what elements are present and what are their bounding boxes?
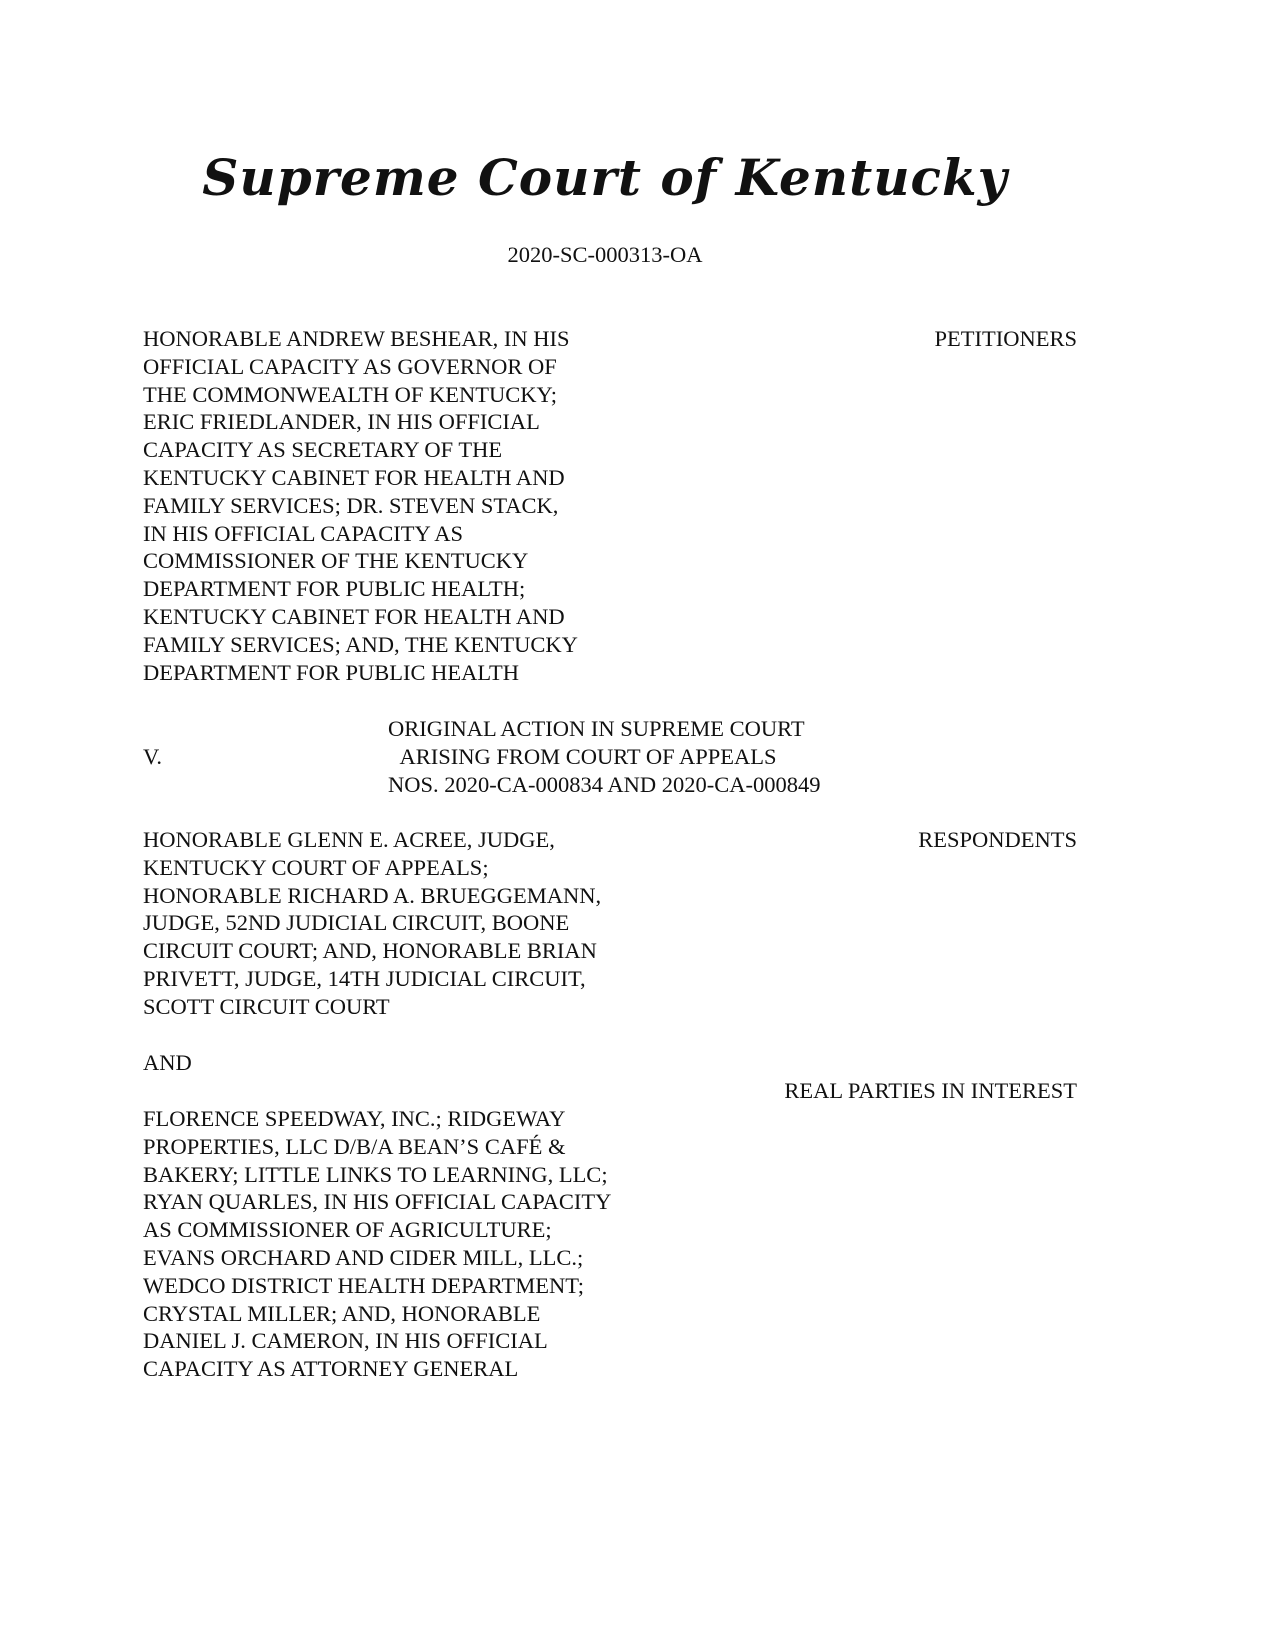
petitioner-line: KENTUCKY CABINET FOR HEALTH AND [143, 464, 565, 490]
case-number: 2020-SC-000313-OA [507, 242, 703, 267]
petitioner-line: KENTUCKY CABINET FOR HEALTH AND [143, 603, 565, 629]
action-line: NOS. 2020-CA-000834 AND 2020-CA-000849 [388, 771, 821, 797]
respondent-line: KENTUCKY COURT OF APPEALS; [143, 854, 489, 880]
respondents-label: RESPONDENTS [918, 827, 1077, 852]
real-party-line: RYAN QUARLES, IN HIS OFFICIAL CAPACITY [143, 1189, 612, 1215]
respondents-block [143, 826, 601, 1021]
and-separator: AND [143, 1050, 192, 1075]
real-party-line: BAKERY; LITTLE LINKS TO LEARNING, LLC; [143, 1161, 608, 1187]
petitioner-line: DEPARTMENT FOR PUBLIC HEALTH [143, 659, 519, 685]
real-party-line: AS COMMISSIONER OF AGRICULTURE; [143, 1217, 552, 1243]
court-title: Supreme Court of Kentucky [202, 148, 1008, 207]
petitioner-line: HONORABLE ANDREW BESHEAR, IN HIS [143, 326, 570, 351]
real-party-line: DANIEL J. CAMERON, IN HIS OFFICIAL [143, 1328, 548, 1354]
respondent-line: JUDGE, 52ND JUDICIAL CIRCUIT, BOONE [143, 910, 570, 936]
real-party-line: FLORENCE SPEEDWAY, INC.; RIDGEWAY [143, 1106, 566, 1131]
petitioner-line: THE COMMONWEALTH OF KENTUCKY; [143, 381, 557, 407]
real-parties-block [143, 1105, 611, 1383]
petitioner-line: FAMILY SERVICES; DR. STEVEN STACK, [143, 492, 559, 518]
respondent-line: HONORABLE RICHARD A. BRUEGGEMANN, [143, 882, 602, 908]
action-line: ORIGINAL ACTION IN SUPREME COURT [388, 716, 805, 741]
real-party-line: CRYSTAL MILLER; AND, HONORABLE [143, 1300, 541, 1326]
petitioner-line: ERIC FRIEDLANDER, IN HIS OFFICIAL [143, 409, 540, 435]
action-block [388, 715, 821, 798]
real-parties-label: REAL PARTIES IN INTEREST [784, 1078, 1077, 1103]
action-line: ARISING FROM COURT OF APPEALS [399, 743, 777, 769]
respondent-line: PRIVETT, JUDGE, 14TH JUDICIAL CIRCUIT, [143, 965, 586, 991]
respondent-line: HONORABLE GLENN E. ACREE, JUDGE, [143, 827, 555, 852]
petitioner-line: IN HIS OFFICIAL CAPACITY AS [143, 520, 464, 546]
petitioner-line: CAPACITY AS SECRETARY OF THE [143, 437, 503, 463]
respondent-line: CIRCUIT COURT; AND, HONORABLE BRIAN [143, 938, 597, 964]
real-party-line: CAPACITY AS ATTORNEY GENERAL [143, 1356, 519, 1382]
real-party-line: EVANS ORCHARD AND CIDER MILL, LLC.; [143, 1244, 584, 1270]
real-party-line: WEDCO DISTRICT HEALTH DEPARTMENT; [143, 1272, 584, 1298]
petitioners-block [143, 325, 578, 686]
versus: V. [143, 744, 162, 769]
petitioner-line: FAMILY SERVICES; AND, THE KENTUCKY [143, 631, 578, 657]
real-party-line: PROPERTIES, LLC D/B/A BEAN’S CAFÉ & [143, 1133, 566, 1159]
petitioner-line: DEPARTMENT FOR PUBLIC HEALTH; [143, 576, 526, 602]
petitioners-label: PETITIONERS [934, 326, 1077, 351]
petitioner-line: COMMISSIONER OF THE KENTUCKY [143, 548, 529, 574]
respondent-line: SCOTT CIRCUIT COURT [143, 993, 390, 1019]
petitioner-line: OFFICIAL CAPACITY AS GOVERNOR OF [143, 353, 557, 379]
